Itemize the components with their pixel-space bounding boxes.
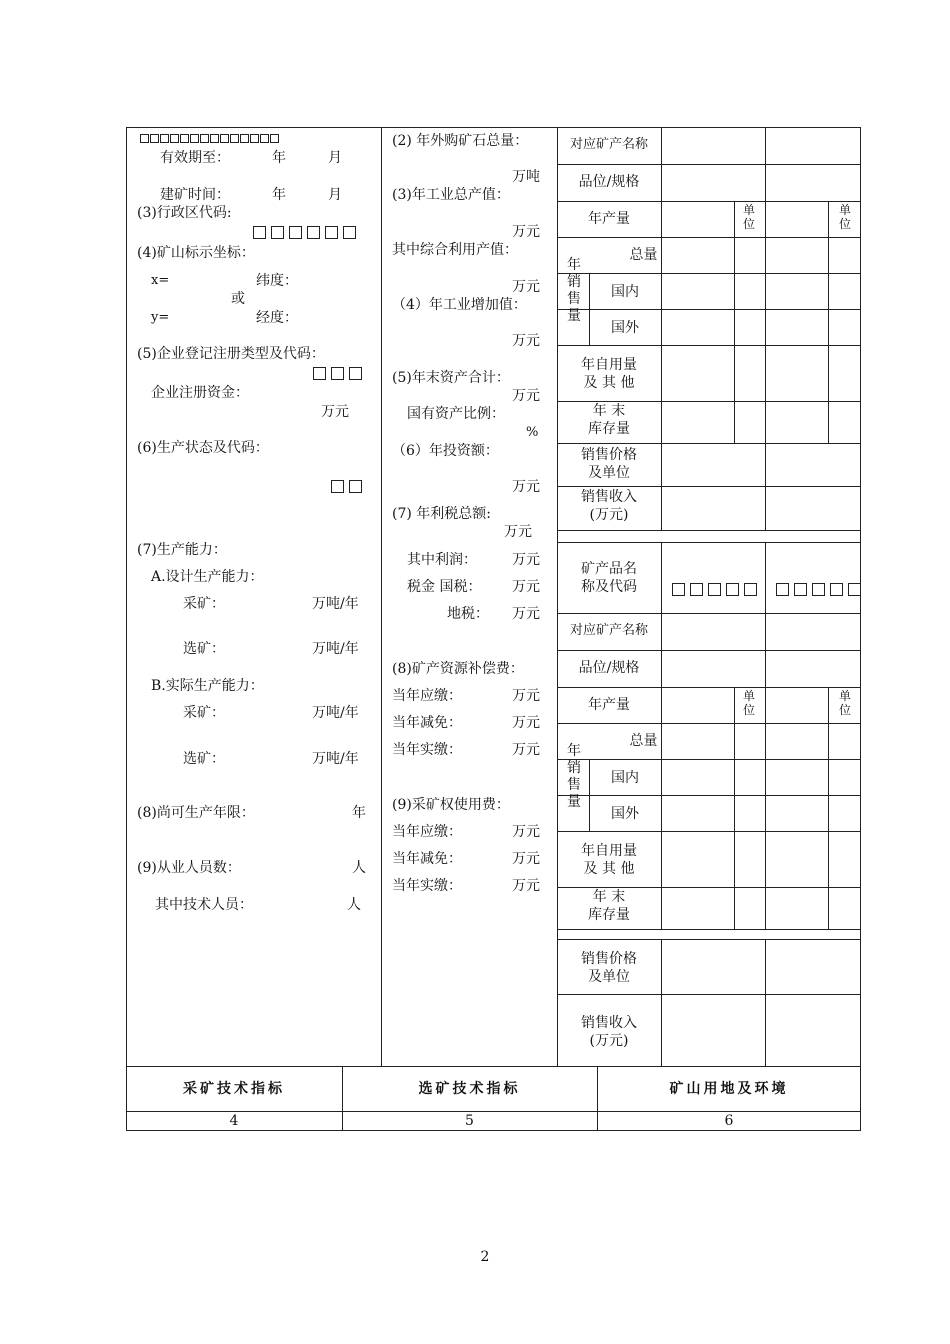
capacity-unit: 万吨/年	[312, 751, 359, 767]
reduced-label: 当年减免：	[392, 715, 462, 731]
purchased-ore-unit: 万吨	[512, 169, 540, 185]
capacity-unit: 万吨/年	[312, 705, 359, 721]
local-tax-label: 地税：	[447, 606, 489, 622]
table-line	[557, 164, 861, 165]
dressing-indicators-header: 选矿技术指标	[418, 1081, 521, 1097]
code-box	[776, 583, 789, 596]
page-number: 2	[480, 1249, 490, 1265]
comprehensive-label: 其中综合利用产值：	[392, 242, 518, 258]
lon-label: 经度：	[256, 310, 298, 326]
table-line	[765, 939, 766, 1066]
state-ratio-label: 国有资产比例：	[407, 406, 505, 422]
compensation-label: (8)矿产资源补偿费：	[392, 661, 524, 677]
table-line	[557, 530, 861, 531]
table-line	[557, 929, 861, 930]
unit-label: 单 位	[838, 689, 851, 717]
remaining-years-unit: 年	[352, 805, 366, 821]
grade-label: 品位/规格	[578, 660, 640, 676]
month-label: 月	[328, 187, 342, 203]
unit-wanyuan: 万元	[512, 388, 540, 404]
table-line	[765, 613, 766, 929]
unit-wanyuan: 万元	[512, 479, 540, 495]
capacity-unit: 万吨/年	[312, 596, 359, 612]
capacity-label: (7)生产能力：	[137, 542, 227, 558]
unit-label: 单 位	[838, 203, 851, 231]
section-number: 6	[724, 1113, 734, 1129]
year-end-stock-label: 库存量	[588, 421, 630, 437]
table-line	[557, 486, 861, 487]
table-line	[661, 613, 662, 929]
lat-label: 纬度：	[256, 273, 298, 289]
table-line	[557, 994, 861, 995]
land-environment-header: 矿山用地及环境	[669, 1081, 789, 1097]
self-use-label: 及 其 他	[583, 861, 635, 877]
sales-price-label: 销售价格	[581, 951, 637, 967]
divider	[126, 1111, 861, 1112]
table-line	[557, 887, 861, 888]
mining-indicators-header: 采矿技术指标	[183, 1081, 285, 1097]
total-label: 总量	[629, 247, 658, 263]
unit-wanyuan: 万元	[512, 742, 540, 758]
code-box	[260, 134, 269, 143]
admin-code-boxes	[253, 224, 361, 240]
unit-wanyuan: 万元	[512, 333, 540, 349]
total-label: 总量	[629, 733, 658, 749]
section-number: 5	[465, 1113, 474, 1129]
mining-right-label: (9)采矿权使用费：	[392, 797, 510, 813]
divider	[126, 1066, 861, 1067]
code-box	[271, 226, 284, 239]
due-label: 当年应缴：	[392, 688, 462, 704]
table-line	[661, 127, 662, 443]
annual-sales-label: 年 销 售 量	[567, 257, 581, 324]
valid-until-label: 有效期至：	[160, 150, 230, 166]
table-line	[557, 443, 861, 444]
staff-unit: 人	[352, 860, 366, 876]
domestic-label: 国内	[611, 770, 639, 786]
annual-sales-label: 年 销 售 量	[567, 743, 581, 810]
unit-wanyuan: 万元	[512, 688, 540, 704]
or-label: 或	[231, 291, 245, 307]
tech-staff-label: 其中技术人员：	[155, 897, 253, 913]
code-box	[331, 367, 344, 380]
table-line	[661, 939, 662, 1066]
self-use-label: 及 其 他	[583, 375, 635, 391]
unit-wanyuan: 万元	[512, 224, 540, 240]
code-box	[331, 480, 344, 493]
sales-revenue-label: 销售收入	[581, 489, 637, 505]
table-line	[734, 201, 735, 443]
code-box	[200, 134, 209, 143]
table-line	[557, 201, 861, 202]
table-line	[557, 401, 861, 402]
table-line	[661, 723, 734, 724]
code-box	[313, 367, 326, 380]
code-box	[349, 367, 362, 380]
table-line	[557, 687, 861, 688]
product-code-label: 称及代码	[581, 579, 637, 595]
code-box	[708, 583, 721, 596]
added-value-label: （4）年工业增加值：	[392, 297, 527, 313]
mineral-name-label: 对应矿产名称	[569, 137, 648, 152]
remaining-years-label: (8)尚可生产年限：	[137, 805, 255, 821]
year-label: 年	[272, 150, 286, 166]
table-line	[557, 127, 861, 128]
reg-type-boxes	[313, 365, 367, 381]
assets-label: (5)年末资产合计：	[392, 370, 510, 386]
table-line	[557, 650, 861, 651]
mining-label: 采矿：	[183, 705, 225, 721]
code-box	[726, 583, 739, 596]
unit-wanyuan: 万元	[512, 851, 540, 867]
prod-status-label: (6)生产状态及代码：	[137, 440, 269, 456]
form-frame	[126, 127, 861, 1131]
unit-wanyuan: 万元	[512, 606, 540, 622]
dressing-label: 选矿：	[183, 751, 225, 767]
code-box	[190, 134, 199, 143]
unit-label: 单 位	[742, 689, 755, 717]
paid-label: 当年实缴：	[392, 742, 462, 758]
divider	[557, 127, 558, 1067]
code-box	[220, 134, 229, 143]
code-box	[250, 134, 259, 143]
table-line	[557, 345, 861, 346]
y-label: y=	[151, 310, 170, 325]
table-line	[765, 542, 766, 613]
unit-wanyuan: 万元	[512, 579, 540, 595]
dressing-label: 选矿：	[183, 641, 225, 657]
year-end-stock-label: 年 末	[592, 403, 626, 419]
sales-revenue-label: 销售收入	[581, 1015, 637, 1031]
unit-wanyuan: 万元	[512, 279, 540, 295]
due-label: 当年应缴：	[392, 824, 462, 840]
year-label: 年	[272, 187, 286, 203]
foreign-label: 国外	[611, 806, 639, 822]
admin-code-label: (3)行政区代码:	[137, 205, 232, 221]
investment-label: （6）年投资额：	[392, 443, 499, 459]
mineral-name-label: 对应矿产名称	[569, 623, 648, 638]
reg-capital-label: 企业注册资金：	[151, 385, 249, 401]
grade-label: 品位/规格	[578, 174, 640, 190]
table-line	[765, 127, 766, 443]
self-use-label: 年自用量	[581, 843, 637, 859]
code-box	[744, 583, 757, 596]
sales-revenue-label: (万元)	[589, 507, 629, 523]
code-box	[830, 583, 843, 596]
code-box	[672, 583, 685, 596]
table-line	[557, 542, 861, 543]
table-line	[557, 831, 861, 832]
purchased-ore-label: (2) 年外购矿石总量：	[392, 133, 529, 149]
design-capacity-label: A.设计生产能力：	[151, 569, 264, 585]
code-box	[270, 134, 279, 143]
code-box	[349, 480, 362, 493]
domestic-label: 国内	[611, 284, 639, 300]
table-line	[734, 687, 735, 929]
divider	[381, 127, 382, 1067]
tech-staff-unit: 人	[347, 897, 361, 913]
unit-wanyuan: 万元	[512, 824, 540, 840]
code-box	[848, 583, 861, 596]
code-box	[140, 134, 149, 143]
code-box	[253, 226, 266, 239]
code-box	[812, 583, 825, 596]
code-box	[690, 583, 703, 596]
profit-tax-label: (7) 年利税总额:	[392, 506, 491, 522]
year-end-stock-label: 年 末	[592, 889, 626, 905]
sales-price-label: 销售价格	[581, 447, 637, 463]
code-box	[240, 134, 249, 143]
build-time-label: 建矿时间：	[160, 187, 230, 203]
coord-label: (4)矿山标示坐标：	[137, 245, 255, 261]
x-label: x=	[151, 273, 170, 288]
code-box	[343, 226, 356, 239]
mining-label: 采矿：	[183, 596, 225, 612]
tax-label: 税金 国税：	[407, 579, 482, 595]
code-box	[210, 134, 219, 143]
code-box	[180, 134, 189, 143]
table-line	[828, 201, 829, 443]
code-box	[794, 583, 807, 596]
code-box	[150, 134, 159, 143]
staff-label: (9)从业人员数：	[137, 860, 241, 876]
foreign-label: 国外	[611, 320, 639, 336]
product-code-boxes	[776, 581, 866, 597]
unit-wanyuan: 万元	[512, 878, 540, 894]
annual-output-label: 年产量	[588, 211, 630, 227]
code-box	[230, 134, 239, 143]
percent-label: %	[526, 425, 539, 440]
reg-type-label: (5)企业登记注册类型及代码：	[137, 346, 325, 362]
unit-wanyuan: 万元	[512, 552, 540, 568]
sales-revenue-label: (万元)	[589, 1033, 629, 1049]
code-box	[170, 134, 179, 143]
sales-price-label: 及单位	[588, 465, 630, 481]
actual-capacity-label: B.实际生产能力：	[151, 678, 264, 694]
capacity-unit: 万吨/年	[312, 641, 359, 657]
reg-capital-unit: 万元	[321, 404, 349, 420]
table-line	[661, 542, 662, 613]
month-label: 月	[328, 150, 342, 166]
table-line	[557, 939, 861, 940]
prod-status-boxes	[331, 478, 367, 494]
unit-wanyuan: 万元	[504, 524, 532, 540]
reduced-label: 当年减免：	[392, 851, 462, 867]
unit-wanyuan: 万元	[512, 715, 540, 731]
section-number: 4	[229, 1113, 239, 1129]
sales-price-label: 及单位	[588, 969, 630, 985]
code-box	[289, 226, 302, 239]
year-end-stock-label: 库存量	[588, 907, 630, 923]
table-line	[661, 237, 734, 238]
product-code-label: 矿产品名	[581, 561, 637, 577]
annual-output-label: 年产量	[588, 697, 630, 713]
table-line	[828, 687, 829, 929]
code-boxes-top	[140, 130, 280, 146]
self-use-label: 年自用量	[581, 357, 637, 373]
output-value-label: (3)年工业总产值：	[392, 187, 510, 203]
table-line	[557, 613, 861, 614]
profit-label: 其中利润：	[407, 552, 477, 568]
code-box	[325, 226, 338, 239]
unit-label: 单 位	[742, 203, 755, 231]
code-box	[307, 226, 320, 239]
paid-label: 当年实缴：	[392, 878, 462, 894]
product-code-boxes	[672, 581, 762, 597]
code-box	[160, 134, 169, 143]
